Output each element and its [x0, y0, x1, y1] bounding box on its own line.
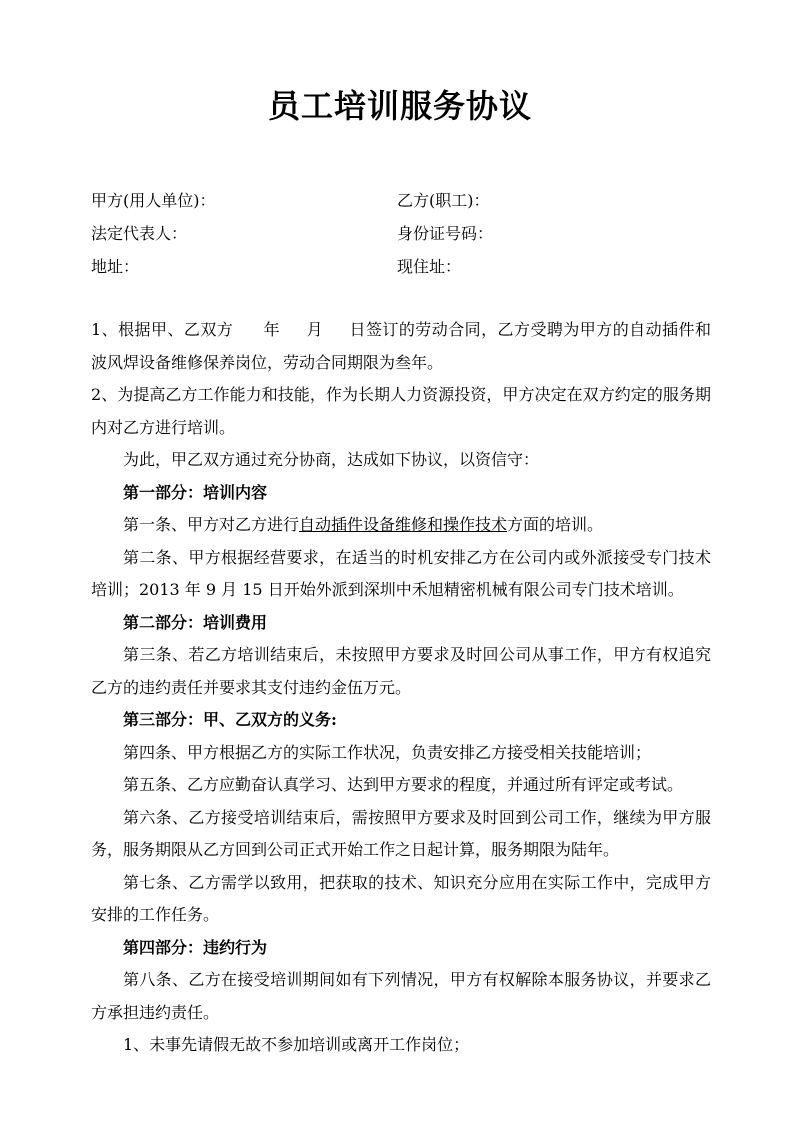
id-number-label: 身份证号码：	[397, 224, 494, 243]
article-3: 第三条、若乙方培训结束后，未按照甲方要求及时回公司从事工作，甲方有权追究乙方的违约责任并要求其支付违约金伍万元。	[91, 645, 711, 697]
p1-month: 月	[306, 320, 324, 339]
party-row-3	[91, 253, 711, 281]
p1-part-b: 日签订的劳动合同，乙方受聘为甲方的自动插件和波风焊设备维修保养岗位，劳动合同期限为叁年。	[91, 320, 711, 372]
article-7: 第七条、乙方需学以致用，把获取的技术、知识充分应用在实际工作中，完成甲方安排的工作任务。	[91, 872, 711, 924]
party-a-label: 甲方(用人单位)：	[91, 191, 216, 210]
p1-year: 年	[263, 320, 281, 339]
article-5: 第五条、乙方应勤奋认真学习、达到甲方要求的程度，并通过所有评定或考试。	[123, 775, 684, 794]
address-label: 地址：	[91, 257, 140, 276]
section-heading-2: 第二部分：培训费用	[123, 612, 268, 632]
article-4: 第四条、甲方根据乙方的实际工作状况，负责安排乙方接受相关技能培训；	[123, 742, 652, 762]
article-8-item-1: 1、未事先请假无故不参加培训或离开工作岗位；	[123, 1035, 470, 1054]
paragraph-2: 2、为提高乙方工作能力和技能，作为长期人力资源投资，甲方决定在双方约定的服务期内对乙方进行培训。	[91, 385, 711, 437]
article-1-underlined: 自动插件设备维修和操作技术	[299, 515, 508, 534]
agreement-body	[91, 314, 711, 1062]
paragraph-1	[91, 314, 711, 379]
document-title: 员工培训服务协议	[267, 87, 532, 125]
p1-part-a: 1、根据甲、乙双方	[91, 320, 234, 339]
article-1	[91, 509, 711, 542]
party-row-1	[91, 187, 711, 215]
article-6: 第六条、乙方接受培训结束后，需按照甲方要求及时回到公司工作，继续为甲方服务，服务期限从乙方回到公司正式开始工作之日起计算，服务期限为陆年。	[91, 807, 711, 859]
section-heading-1: 第一部分：培训内容	[123, 482, 268, 502]
section-heading-3: 第三部分：甲、乙双方的义务:	[123, 710, 337, 729]
paragraph-3: 为此，甲乙双方通过充分协商，达成如下协议，以资信守：	[123, 450, 540, 469]
article-2: 第二条、甲方根据经营要求，在适当的时机安排乙方在公司内或外派接受专门技术培训；2013 年 9 月 15 日开始外派到深圳中禾旭精密机械有限公司专门技术培训。	[91, 547, 711, 599]
current-address-label: 现住址：	[397, 257, 462, 276]
party-b-label: 乙方(职工)：	[397, 191, 490, 210]
article-1-pre: 第一条、甲方对乙方进行	[123, 515, 300, 534]
party-row-2	[91, 220, 711, 248]
article-8: 第八条、乙方在接受培训期间如有下列情况，甲方有权解除本服务协议，并要求乙方承担违约责任。	[91, 970, 711, 1022]
section-heading-4: 第四部分：违约行为	[123, 937, 268, 957]
article-1-post: 方面的培训。	[507, 515, 604, 534]
legal-rep-label: 法定代表人：	[91, 224, 188, 243]
